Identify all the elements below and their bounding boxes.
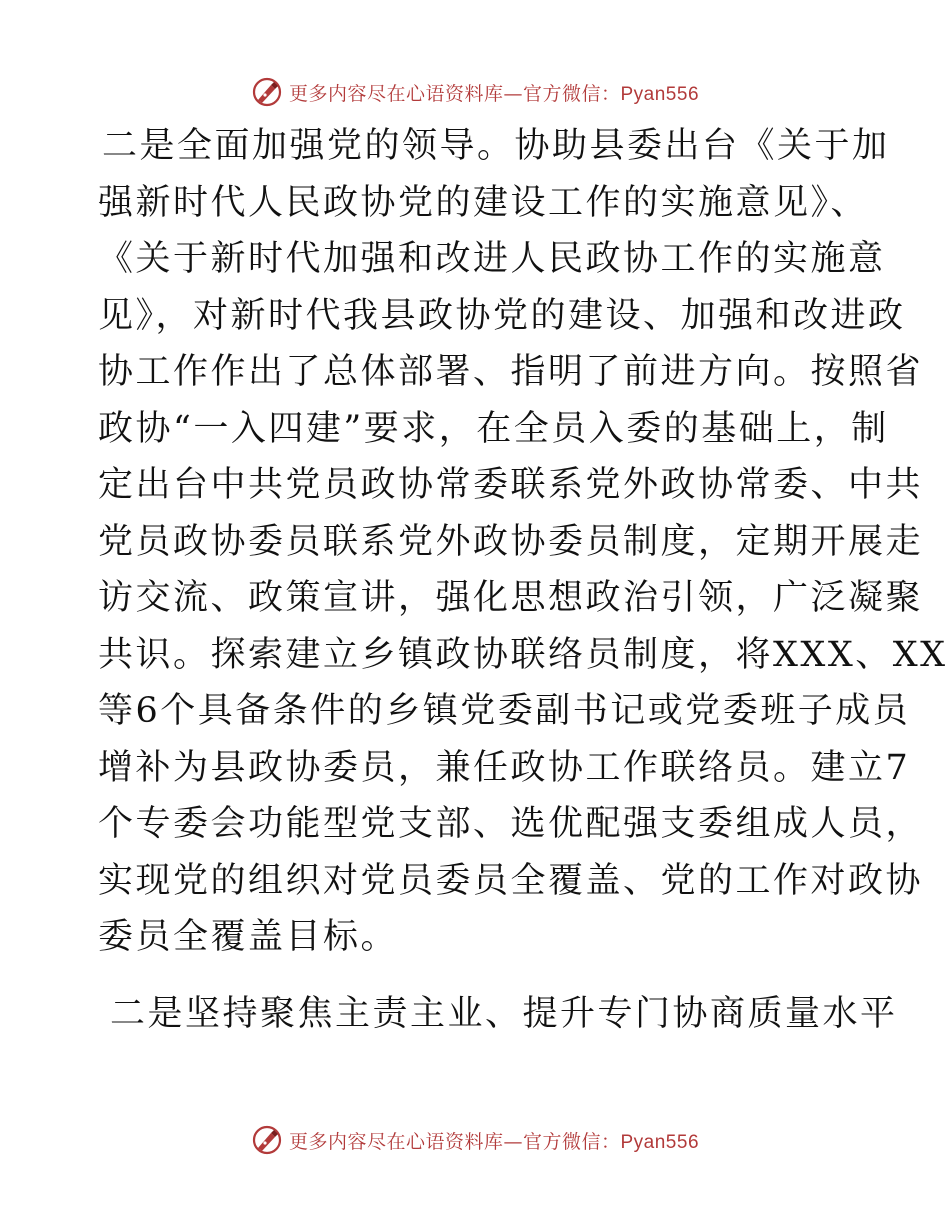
paragraph-gap [98,966,858,986]
text-line: 实现党的组织对党员委员全覆盖、党的工作对政协 [98,860,924,901]
text-line: 见》，对新时代我县政协党的建设、加强和改进政 [98,295,906,336]
watermark-text: 更多内容尽在心语资料库—官方微信：Pyan556 [288,82,700,105]
document-body [98,118,948,1042]
text-line: 共识。探索建立乡镇政协联络员制度，将XXX、XX [98,634,948,675]
text-line: 个专委会功能型党支部、选优配强支委组成人员， [98,804,924,844]
text-line: 《关于新时代加强和改进人民政协工作的实施意 [98,239,886,279]
text-line: 二是坚持聚焦主责主业、提升专门协商质量水平 [110,993,898,1034]
text-line: 委员全覆盖目标。 [98,917,399,957]
text-line: 等6个具备条件的乡镇党委副书记或党委班子成员 [98,691,911,731]
text-line: 访交流、政策宣讲，强化思想政治引领，广泛凝聚 [98,578,924,618]
text-line: 二是全面加强党的领导。协助县委出台《关于加 [102,126,890,166]
footer-watermark [0,1120,950,1160]
text-line: 协工作作出了总体部署、指明了前进方向。按照省 [98,352,924,392]
paragraph [98,118,948,966]
header-watermark [0,72,950,112]
text-line: 强新时代人民政协党的建设工作的实施意见》、 [98,182,869,223]
text-line: 定出台中共党员政协常委联系党外政协常委、中共 [98,465,924,505]
pen-nib-logo-icon [251,76,283,108]
watermark-text: 更多内容尽在心语资料库—官方微信：Pyan556 [288,1130,700,1153]
paragraph [98,986,898,1043]
pen-nib-logo-icon [251,1124,283,1156]
text-line: 政协“一入四建”要求，在全员入委的基础上，制 [98,408,889,449]
text-line: 增补为县政协委员，兼任政协工作联络员。建立7 [98,747,911,788]
text-line: 党员政协委员联系党外政协委员制度，定期开展走 [98,521,924,562]
